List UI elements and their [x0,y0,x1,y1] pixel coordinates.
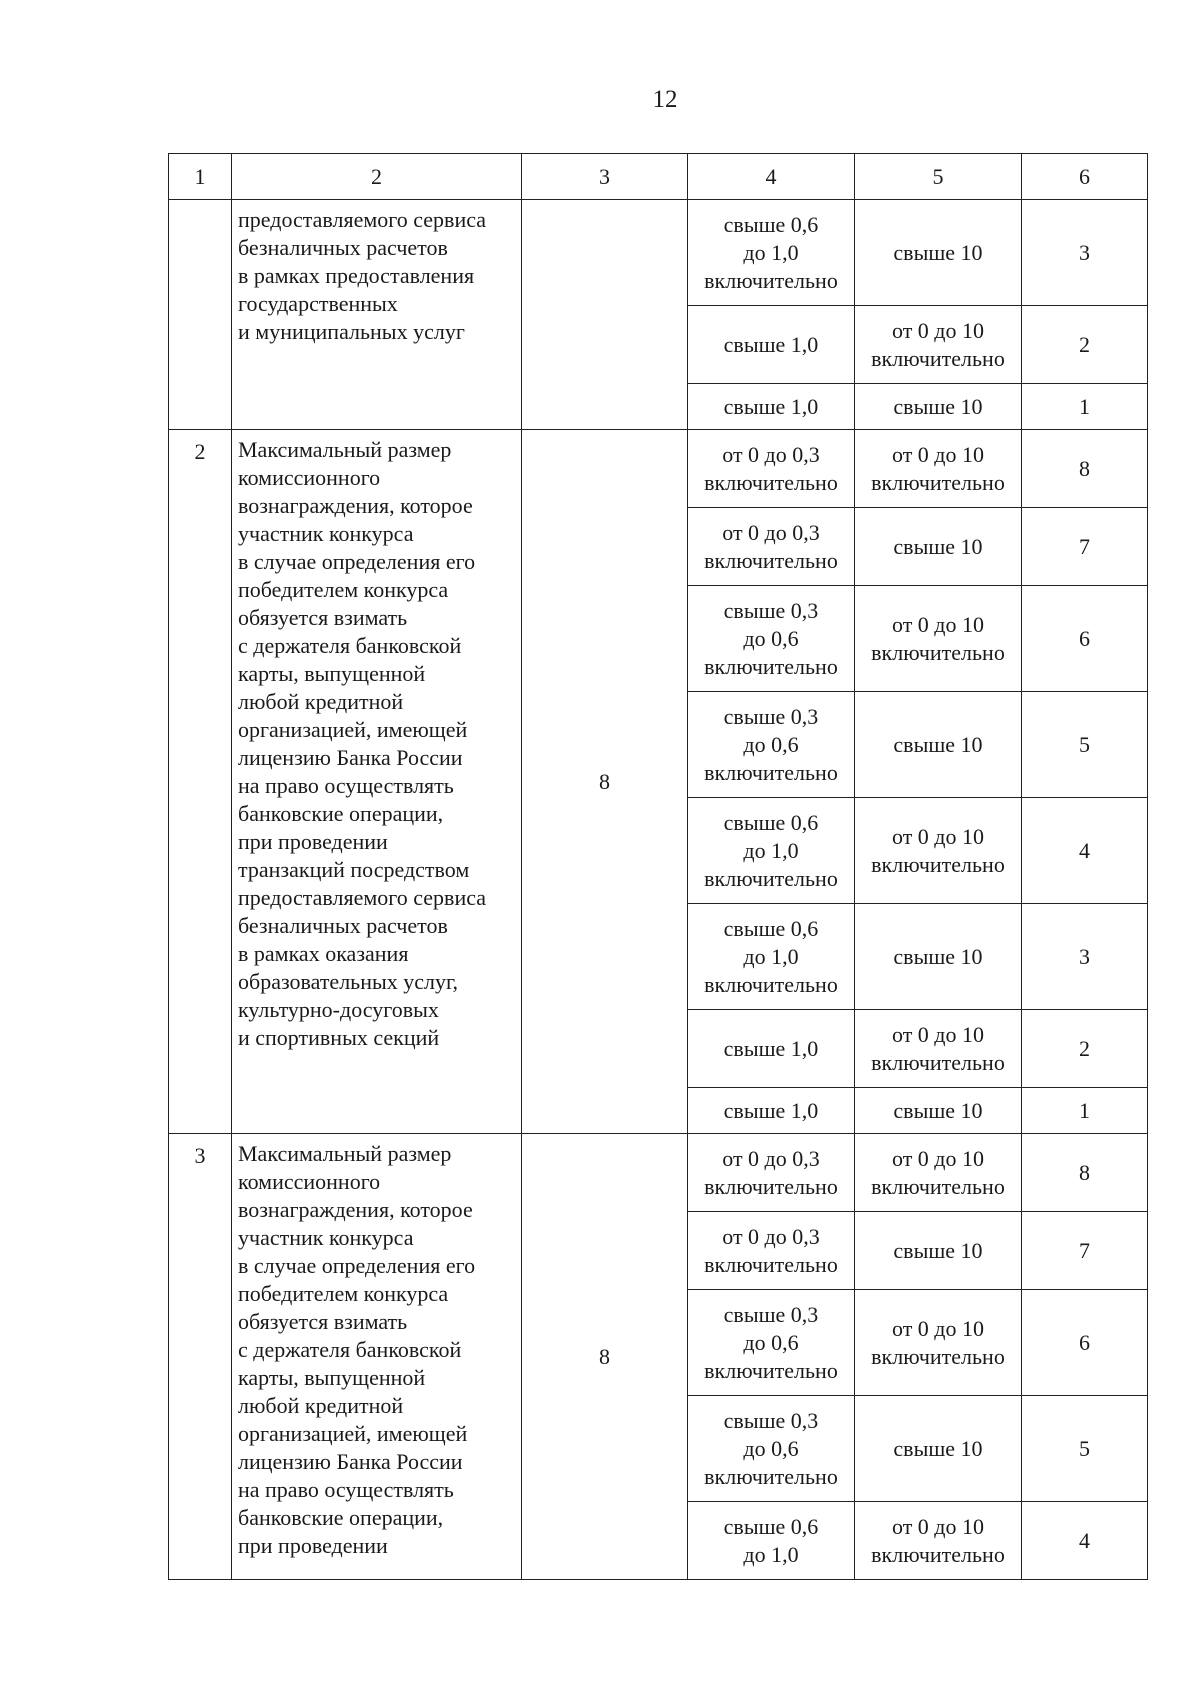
score-value: 5 [1022,1396,1148,1502]
header-cell: 3 [522,154,688,200]
score-value: 8 [1022,430,1148,508]
table-header-row [169,154,1148,200]
commission-range: свыше 1,0 [688,1010,855,1088]
criterion-weight: 8 [522,1134,688,1580]
score-value: 1 [1022,384,1148,430]
score-value: 3 [1022,904,1148,1010]
commission-range: свыше 1,0 [688,384,855,430]
criterion-description: Максимальный размер комиссионного вознаграждения, которое участник конкурса в случае определения его победителем конкурса обязуется взимать с держателя банковской карты, выпущенной любой кредитной организацией, имеющей лицензию Банка России на право осуществлять банковские операции, при проведении [232,1134,522,1580]
commission-range: свыше 0,3 до 0,6 включительно [688,692,855,798]
commission-range: от 0 до 0,3 включительно [688,1134,855,1212]
commission-range: свыше 0,6 до 1,0 [688,1502,855,1580]
turnover-range: свыше 10 [855,1088,1022,1134]
commission-range: свыше 1,0 [688,306,855,384]
turnover-range: свыше 10 [855,508,1022,586]
criterion-number [169,200,232,430]
turnover-range: свыше 10 [855,1396,1022,1502]
page-number: 12 [652,86,678,113]
commission-range: свыше 0,3 до 0,6 включительно [688,586,855,692]
header-cell: 5 [855,154,1022,200]
turnover-range: от 0 до 10 включительно [855,1502,1022,1580]
score-value: 4 [1022,1502,1148,1580]
criterion-description: Максимальный размер комиссионного вознаграждения, которое участник конкурса в случае определения его победителем конкурса обязуется взимать с держателя банковской карты, выпущенной любой кредитной организацией, имеющей лицензию Банка России на право осуществлять банковские операции, при проведении транзакций посредством предоставляемого сервиса безналичных расчетов в рамках оказания образовательных услуг, культурно-досуговых и спортивных секций [232,430,522,1134]
criteria-table [168,153,1148,1580]
score-value: 6 [1022,586,1148,692]
score-value: 7 [1022,508,1148,586]
turnover-range: от 0 до 10 включительно [855,1290,1022,1396]
score-value: 5 [1022,692,1148,798]
criterion-number: 2 [169,430,232,1134]
turnover-range: свыше 10 [855,1212,1022,1290]
criterion-weight: 8 [522,430,688,1134]
header-cell: 6 [1022,154,1148,200]
turnover-range: от 0 до 10 включительно [855,1010,1022,1088]
criterion-weight [522,200,688,430]
criterion-number: 3 [169,1134,232,1580]
commission-range: свыше 0,6 до 1,0 включительно [688,904,855,1010]
turnover-range: от 0 до 10 включительно [855,430,1022,508]
header-cell: 4 [688,154,855,200]
turnover-range: от 0 до 10 включительно [855,586,1022,692]
commission-range: от 0 до 0,3 включительно [688,430,855,508]
score-value: 3 [1022,200,1148,306]
turnover-range: от 0 до 10 включительно [855,306,1022,384]
score-value: 7 [1022,1212,1148,1290]
criterion-description: предоставляемого сервиса безналичных расчетов в рамках предоставления государственных и муниципальных услуг [232,200,522,430]
turnover-range: от 0 до 10 включительно [855,1134,1022,1212]
score-value: 8 [1022,1134,1148,1212]
score-value: 4 [1022,798,1148,904]
turnover-range: свыше 10 [855,904,1022,1010]
turnover-range: от 0 до 10 включительно [855,798,1022,904]
table-row [169,1134,1148,1212]
turnover-range: свыше 10 [855,692,1022,798]
score-value: 2 [1022,306,1148,384]
score-value: 6 [1022,1290,1148,1396]
commission-range: свыше 0,6 до 1,0 включительно [688,798,855,904]
commission-range: свыше 0,6 до 1,0 включительно [688,200,855,306]
table-row [169,200,1148,306]
commission-range: свыше 0,3 до 0,6 включительно [688,1290,855,1396]
table-row [169,430,1148,508]
commission-range: свыше 1,0 [688,1088,855,1134]
commission-range: свыше 0,3 до 0,6 включительно [688,1396,855,1502]
commission-range: от 0 до 0,3 включительно [688,1212,855,1290]
turnover-range: свыше 10 [855,384,1022,430]
header-cell: 1 [169,154,232,200]
commission-range: от 0 до 0,3 включительно [688,508,855,586]
score-value: 2 [1022,1010,1148,1088]
score-value: 1 [1022,1088,1148,1134]
turnover-range: свыше 10 [855,200,1022,306]
header-cell: 2 [232,154,522,200]
